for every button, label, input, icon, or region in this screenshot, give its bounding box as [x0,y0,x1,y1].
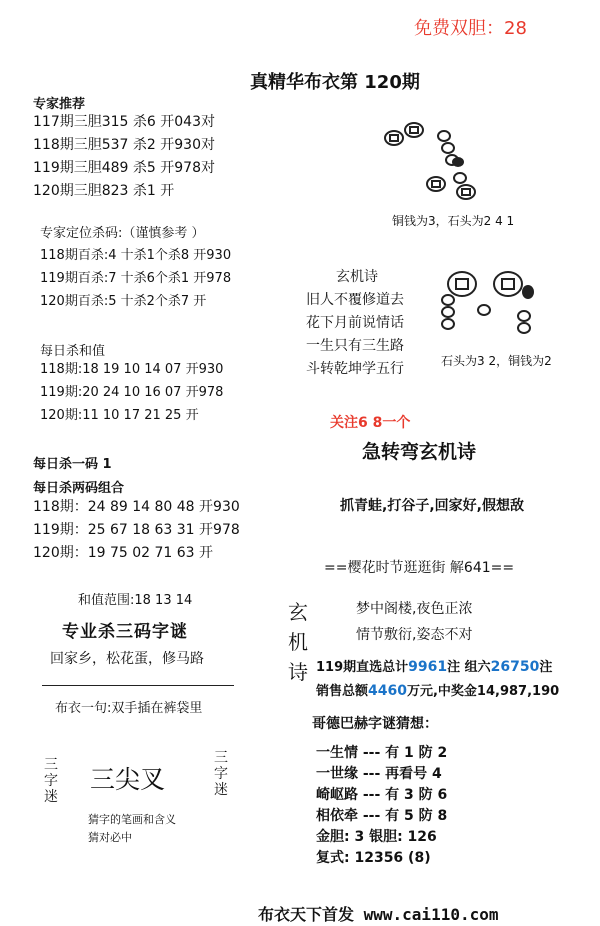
list-item: 120期：19 75 02 71 63 开 [33,545,214,561]
poem-line: 一生只有三生路 [306,338,404,354]
riddle-title: 专业杀三码字谜 [62,622,188,642]
goldbach-list [316,743,447,869]
riddle-label-left: 三字迷 [44,757,58,805]
sakura-line: ==樱花时节逛逛街 解641== [324,560,515,576]
sales-value: 9961 [408,659,448,675]
sales-value: 26750 [490,659,540,675]
coins-stones-picture [380,118,500,208]
list-item: 复式: 12356 (8) [316,850,431,866]
riddle-note: 猜字的笔画和含义 [88,813,176,826]
poem-line: 斗转乾坤学五行 [306,361,404,377]
mystic-poem-title: 玄机诗 [336,269,378,285]
sharp-turn-title: 急转弯玄机诗 [362,441,477,463]
daily-kill-list [33,496,240,565]
list-item: 一世缘 --- 再看号 4 [316,766,442,782]
xuanji-vertical [288,597,308,687]
picture1-caption: 铜钱为3，石头为2 4 1 [392,214,515,228]
daily-kill-one-heading: 每日杀一码 1 [33,457,112,472]
riddle-note: 猜对必中 [88,831,132,844]
list-item: 117期三胆315 杀6 开043对 [33,114,215,130]
mystic-poem-lines [306,289,404,381]
list-item: 119期百杀:7 十杀6个杀1 开978 [40,271,232,286]
sales-line: 119期直选总计9961注 组六26750注 [316,659,553,675]
expert-heading: 专家推荐 [33,97,86,112]
riddle-label-right: 三字迷 [214,750,228,798]
sales-value: 4460 [368,683,407,699]
footer-site: 布衣天下首发 www.cai110.com [258,905,499,924]
list-item: 118期百杀:4 十杀1个杀8 开930 [40,248,232,263]
free-double-label: 免费双胆：28 [414,18,527,39]
daily-kill-two-heading: 每日杀两码组合 [33,481,125,496]
list-item: 118期三胆537 杀2 开930对 [33,137,215,153]
position-kill-list [40,244,231,313]
list-item: 119期三胆489 杀5 开978对 [33,160,215,176]
xuanji-char: 诗 [288,660,308,684]
expert-list [33,111,215,203]
xuanji-char: 玄 [288,600,308,624]
buyi-line: 布衣一句:双手插在裤袋里 [55,701,203,716]
list-item: 120期百杀:5 十杀2个杀7 开 [40,294,207,309]
sum-range: 和值范围:18 13 14 [78,593,193,608]
sharp-turn-text: 抓青蛙,打谷子,回家好,假想敌 [340,498,524,514]
list-item: 金胆: 3 银胆: 126 [316,829,437,845]
xuanji-line: 情节敷衍,姿态不对 [356,627,473,643]
list-item: 118期:18 19 10 14 07 开930 [40,362,224,377]
xuanji-char: 机 [288,630,308,654]
daily-sum-heading: 每日杀和值 [40,344,106,359]
list-item: 118期：24 89 14 80 48 开930 [33,499,240,515]
divider [42,685,234,686]
poem-line: 花下月前说情话 [306,315,404,331]
list-item: 一生情 --- 有 1 防 2 [316,745,448,761]
sales-line: 销售总额4460万元,中奖金14,987,190 [316,683,560,699]
riddle-text: 回家乡，松花蛋，修马路 [50,651,204,667]
list-item: 119期：25 67 18 63 31 开978 [33,522,240,538]
riddle-main: 三尖叉 [90,765,166,794]
goldbach-title: 哥德巴赫字谜猜想： [312,716,438,732]
poem-line: 旧人不覆修道去 [306,292,404,308]
coins-stones-picture [440,266,560,346]
list-item: 崎岖路 --- 有 3 防 6 [316,787,448,803]
xuanji-line: 梦中阁楼,夜色正浓 [356,601,473,617]
list-item: 120期三胆823 杀1 开 [33,183,175,199]
position-kill-heading: 专家定位杀码:（谨慎参考 ） [40,226,205,241]
page-title: 真精华布衣第 120期 [250,72,420,93]
list-item: 119期:20 24 10 16 07 开978 [40,385,224,400]
list-item: 120期:11 10 17 21 25 开 [40,408,199,423]
picture2-caption: 石头为3 2，铜钱为2 [441,354,552,368]
attention-note: 关注6 8一个 [330,415,411,431]
list-item: 相依牵 --- 有 5 防 8 [316,808,448,824]
daily-sum-list [40,358,223,427]
